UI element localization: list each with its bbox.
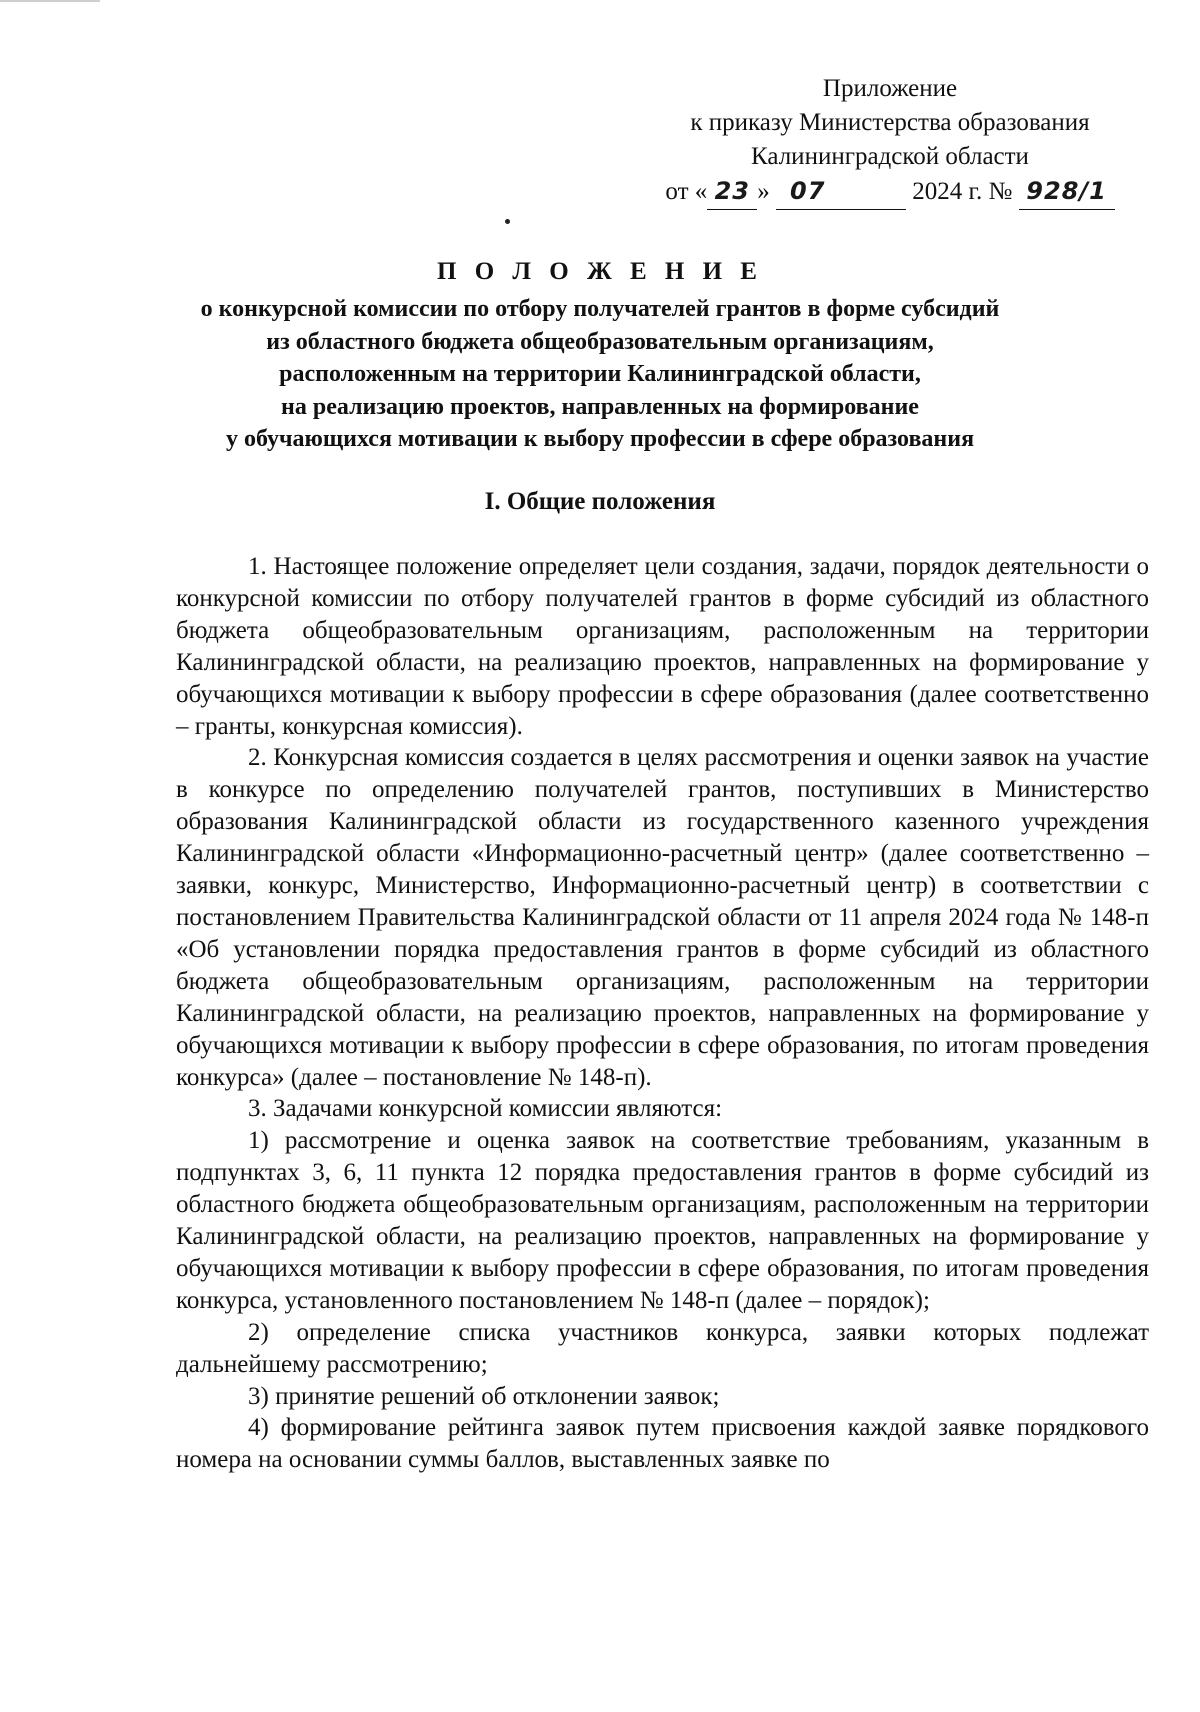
- subtitle-line: расположенным на территории Калининградской области,: [279, 361, 921, 387]
- appendix-label: Приложение: [822, 75, 958, 102]
- appendix-order-ref: к приказу Министерства образования: [690, 109, 1090, 136]
- paragraph: 3. Задачами конкурсной комиссии являются:: [248, 1095, 723, 1123]
- paragraph: 1) рассмотрение и оценка заявок на соответствие требованиям, указанным в подпунктах 3, 6, 11 пункта 12 порядка предоставления грантов в форме субсидий из областного бюджета общеобразовательным организациям, расположенным на территории Калининградской области, на реализацию проектов, направленных на формирование у обучающихся мотивации к выбору профессии в сфере образования, по итогам проведения конкурса, установленного постановлением № 148-п (далее – порядок);: [176, 1127, 1149, 1314]
- date-month-handwritten: 07: [790, 177, 826, 205]
- document-subtitle: [130, 293, 1070, 456]
- date-day-handwritten: 23: [714, 177, 750, 205]
- scan-edge-mark: [0, 0, 100, 2]
- scan-dot: [505, 219, 510, 224]
- date-month-field: [776, 174, 906, 210]
- paragraph: 3) принятие решений об отклонении заявок;: [248, 1382, 720, 1410]
- subtitle-line: о конкурсной комиссии по отбору получателей грантов в форме субсидий: [200, 296, 1000, 322]
- date-year: 2024 г. №: [912, 178, 1013, 205]
- document-body: [176, 551, 1149, 1476]
- appendix-region: Калининградской области: [751, 143, 1029, 170]
- document-title: П О Л О Ж Е Н И Е: [437, 258, 763, 285]
- section-heading: I. Общие положения: [484, 488, 716, 515]
- paragraph: 2. Конкурсная комиссия создается в целях рассмотрения и оценки заявок на участие в конкурсе по определению получателей грантов, поступивших в Министерство образования Калининградской области из государственного казенного учреждения Калининградской области «Информационно-расчетный центр» (далее соответственно – заявки, конкурс, Министерство, Информационно-расчетный центр) в соответствии с постановлением Правительства Калининградской области от 11 апреля 2024 года № 148-п «Об установлении порядка предоставления грантов в форме субсидий из областного бюджета общеобразовательным организациям, расположенным на территории Калининградской области, на реализацию проектов, направленных на формирование у обучающихся мотивации к выбору профессии в сфере образования, по итогам проведения конкурса» (далее – постановление № 148-п).: [176, 744, 1149, 1091]
- paragraph: 4) формирование рейтинга заявок путем присвоения каждой заявке порядкового номера на основании суммы баллов, выставленных заявке по: [176, 1414, 1149, 1474]
- date-day-close: »: [757, 178, 770, 205]
- subtitle-line: из областного бюджета общеобразовательным организациям,: [266, 328, 934, 355]
- subtitle-line: у обучающихся мотивации к выбору профессии в сфере образования: [225, 426, 975, 452]
- subtitle-line: на реализацию проектов, направленных на формирование: [281, 393, 919, 420]
- order-number-field: [1019, 174, 1115, 210]
- order-number-handwritten: 928/1: [1026, 177, 1107, 205]
- paragraph: 2) определение списка участников конкурса, заявки которых подлежат дальнейшему рассмотрению;: [176, 1318, 1149, 1378]
- paragraph: 1. Настоящее положение определяет цели создания, задачи, порядок деятельности о конкурсной комиссии по отбору получателей грантов в форме субсидий из областного бюджета общеобразовательным организациям, расположенным на территории Калининградской области, на реализацию проектов, направленных на формирование у обучающихся мотивации к выбору профессии в сфере образования (далее соответственно – гранты, конкурсная комиссия).: [176, 553, 1149, 740]
- appendix-date-line: [640, 174, 1140, 210]
- appendix-block: [640, 72, 1140, 210]
- date-day-field: [707, 174, 757, 210]
- date-prefix: от «: [665, 178, 708, 205]
